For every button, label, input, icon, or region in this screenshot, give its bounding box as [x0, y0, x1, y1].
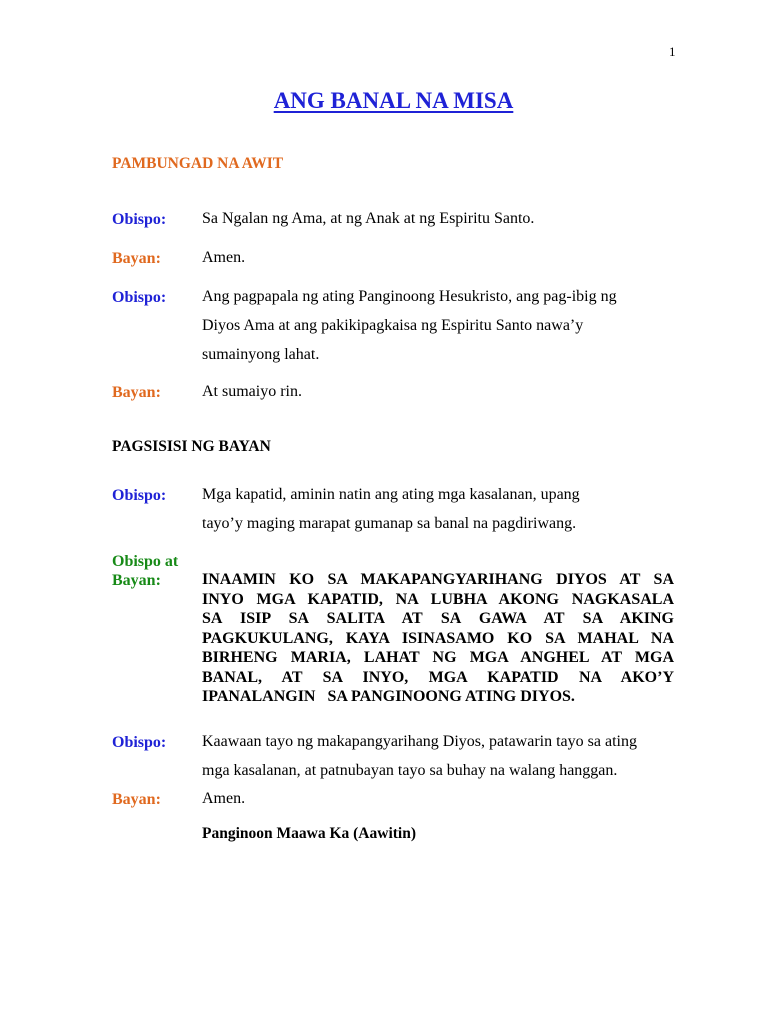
prayer-line: INAAMIN KO SA MAKAPANGYARIHANG DIYOS AT SA [202, 571, 674, 588]
dialogue-text: Sa Ngalan ng Ama, at ng Anak at ng Espiritu Santo. [202, 210, 535, 227]
dialogue-text: Amen. [202, 249, 246, 266]
dialogue-text [202, 727, 674, 785]
confiteor-prayer [202, 570, 674, 707]
text-line: Kaawaan tayo ng makapangyarihang Diyos, patawarin tayo sa ating [202, 733, 637, 750]
speaker-label-bayan: Bayan: [112, 250, 161, 267]
text-line: mga kasalanan, at patnubayan tayo sa buhay na walang hanggan. [202, 762, 618, 779]
text-line: sumainyong lahat. [202, 346, 320, 363]
page-number: 1 [669, 44, 676, 59]
text-line: Mga kapatid, aminin natin ang ating mga kasalanan, upang [202, 486, 580, 503]
prayer-line: IPANALANGIN SA PANGINOONG ATING DIYOS. [202, 688, 575, 705]
text-line: tayo’y maging marapat gumanap sa banal na pagdiriwang. [202, 515, 577, 532]
document-title: ANG BANAL NA MISA [273, 88, 514, 113]
prayer-line: SA ISIP SA SALITA AT SA GAWA AT SA AKING [202, 610, 674, 627]
prayer-line: BANAL, AT SA INYO, MGA KAPATID NA AKO’Y [202, 668, 674, 686]
section-heading-pagsisisi: PAGSISISI NG BAYAN [112, 438, 271, 455]
speaker-label-obispo: Obispo: [112, 734, 167, 751]
speaker-label-bayan: Bayan: [112, 384, 161, 401]
speaker-label-bayan: Bayan: [112, 791, 161, 808]
dialogue-text [202, 480, 674, 538]
prayer-line: BIRHENG MARIA, LAHAT NG MGA ANGHEL AT MGA [202, 649, 674, 666]
dialogue-text: At sumaiyo rin. [202, 383, 302, 400]
prayer-line: INYO MGA KAPATID, NA LUBHA AKONG NAGKASALA [202, 590, 674, 608]
dialogue-text [202, 282, 674, 369]
speaker-label-obispo-at-bayan-cont: Bayan: [112, 572, 161, 589]
prayer-line: PAGKUKULANG, KAYA ISINASAMO KO SA MAHAL NA [202, 629, 674, 647]
text-line: Diyos Ama at ang pakikipagkaisa ng Espiritu Santo nawa’y [202, 317, 584, 334]
text-line: Ang pagpapala ng ating Panginoong Hesukristo, ang pag-ibig ng [202, 288, 617, 305]
speaker-label-obispo: Obispo: [112, 211, 167, 228]
subheading-panginoon-maawa-ka: Panginoon Maawa Ka (Aawitin) [202, 825, 416, 842]
speaker-label-obispo: Obispo: [112, 487, 167, 504]
section-heading-pambungad: PAMBUNGAD NA AWIT [112, 155, 284, 172]
dialogue-text: Amen. [202, 790, 246, 807]
speaker-label-obispo: Obispo: [112, 289, 167, 306]
speaker-label-obispo-at-bayan: Obispo at [112, 553, 179, 570]
